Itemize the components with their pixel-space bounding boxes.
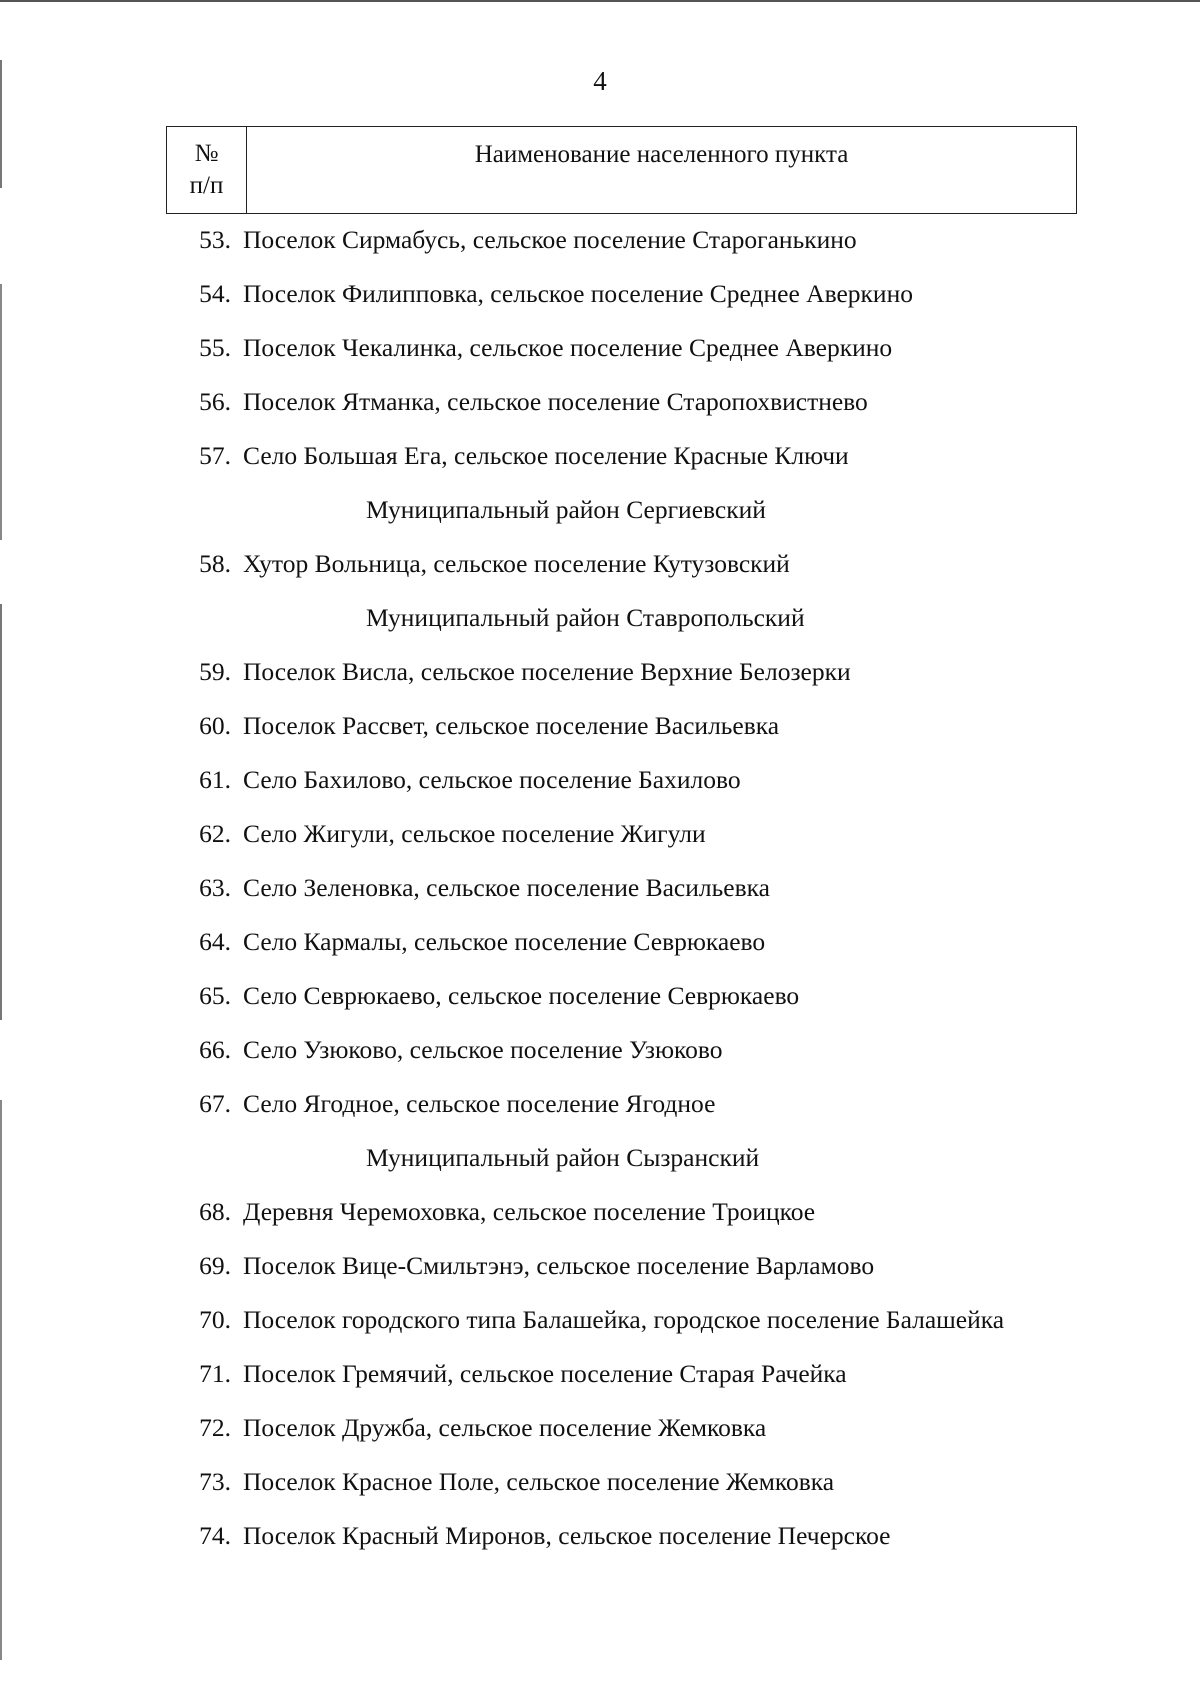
item-number: 68. bbox=[199, 1197, 231, 1226]
item-number: 71. bbox=[199, 1359, 231, 1388]
item-number: 72. bbox=[199, 1413, 231, 1442]
item-number: 66. bbox=[199, 1035, 231, 1064]
item-name: Село Зеленовка, сельское поселение Васильевка bbox=[243, 873, 770, 902]
item-number: 54. bbox=[199, 279, 231, 308]
item-name: Поселок Филипповка, сельское поселение Среднее Аверкино bbox=[243, 279, 913, 308]
item-name: Село Жигули, сельское поселение Жигули bbox=[243, 819, 706, 848]
table-header bbox=[166, 126, 1077, 214]
settlement-list bbox=[186, 224, 1126, 1574]
list-item bbox=[186, 332, 1126, 364]
item-number: 64. bbox=[199, 927, 231, 956]
item-number: 57. bbox=[199, 441, 231, 470]
list-item bbox=[186, 1034, 1126, 1066]
item-number: 63. bbox=[199, 873, 231, 902]
item-number: 58. bbox=[199, 549, 231, 578]
list-item bbox=[186, 224, 1126, 256]
item-number: 74. bbox=[199, 1521, 231, 1550]
list-item bbox=[186, 1358, 1126, 1390]
item-number: 73. bbox=[199, 1467, 231, 1496]
item-name: Поселок Сирмабусь, сельское поселение Староганькино bbox=[243, 225, 857, 254]
list-item bbox=[186, 1466, 1126, 1498]
list-item bbox=[186, 710, 1126, 742]
item-name: Поселок Красный Миронов, сельское поселение Печерское bbox=[243, 1521, 891, 1550]
district-heading: Муниципальный район Сызранский bbox=[366, 1143, 760, 1172]
list-item bbox=[186, 656, 1126, 688]
list-item bbox=[186, 872, 1126, 904]
header-name-column: Наименование населенного пункта bbox=[474, 141, 849, 168]
item-name: Село Кармалы, сельское поселение Севрюкаево bbox=[243, 927, 766, 956]
item-number: 65. bbox=[199, 981, 231, 1010]
list-item bbox=[186, 1250, 1126, 1282]
item-name: Поселок Вице-Смильтэнэ, сельское поселение Варламово bbox=[243, 1251, 875, 1280]
header-number-abbr: п/п bbox=[189, 172, 224, 199]
item-number: 61. bbox=[199, 765, 231, 794]
item-number: 70. bbox=[199, 1305, 231, 1334]
item-name: Село Севрюкаево, сельское поселение Севрюкаево bbox=[243, 981, 800, 1010]
page-number: 4 bbox=[593, 66, 607, 96]
item-number: 56. bbox=[199, 387, 231, 416]
district-heading: Муниципальный район Ставропольский bbox=[366, 603, 805, 632]
item-name: Село Узюково, сельское поселение Узюково bbox=[243, 1035, 723, 1064]
header-number-sign: № bbox=[194, 140, 219, 167]
item-number: 67. bbox=[199, 1089, 231, 1118]
item-number: 69. bbox=[199, 1251, 231, 1280]
list-item bbox=[186, 278, 1126, 310]
list-item bbox=[186, 548, 1126, 580]
item-number: 62. bbox=[199, 819, 231, 848]
list-item bbox=[186, 440, 1126, 472]
item-name: Поселок Висла, сельское поселение Верхние Белозерки bbox=[243, 657, 851, 686]
item-name: Село Большая Ега, сельское поселение Красные Ключи bbox=[243, 441, 849, 470]
item-name: Деревня Черемоховка, сельское поселение Троицкое bbox=[243, 1197, 816, 1226]
item-name: Село Ягодное, сельское поселение Ягодное bbox=[243, 1089, 716, 1118]
item-name: Поселок городского типа Балашейка, городское поселение Балашейка bbox=[243, 1305, 1005, 1334]
item-number: 60. bbox=[199, 711, 231, 740]
item-name: Поселок Дружба, сельское поселение Жемковка bbox=[243, 1413, 767, 1442]
item-name: Поселок Ятманка, сельское поселение Старопохвистнево bbox=[243, 387, 868, 416]
header-number-column bbox=[167, 127, 247, 213]
list-item bbox=[186, 1520, 1126, 1552]
list-item bbox=[186, 1088, 1126, 1120]
list-item bbox=[186, 1304, 1126, 1336]
item-name: Поселок Рассвет, сельское поселение Васильевка bbox=[243, 711, 780, 740]
item-name: Поселок Гремячий, сельское поселение Старая Рачейка bbox=[243, 1359, 847, 1388]
scan-edge-top bbox=[0, 0, 1200, 2]
scan-edge-left bbox=[0, 60, 2, 1660]
list-item bbox=[186, 818, 1126, 850]
district-heading: Муниципальный район Сергиевский bbox=[366, 495, 766, 524]
item-name: Село Бахилово, сельское поселение Бахилово bbox=[243, 765, 741, 794]
item-number: 59. bbox=[199, 657, 231, 686]
list-item bbox=[186, 1412, 1126, 1444]
item-name: Хутор Вольница, сельское поселение Кутузовский bbox=[243, 549, 790, 578]
list-item bbox=[186, 980, 1126, 1012]
item-name: Поселок Красное Поле, сельское поселение Жемковка bbox=[243, 1467, 835, 1496]
item-number: 53. bbox=[199, 225, 231, 254]
list-item bbox=[186, 1196, 1126, 1228]
list-item bbox=[186, 926, 1126, 958]
list-item bbox=[186, 386, 1126, 418]
list-item bbox=[186, 764, 1126, 796]
item-number: 55. bbox=[199, 333, 231, 362]
item-name: Поселок Чекалинка, сельское поселение Среднее Аверкино bbox=[243, 333, 893, 362]
